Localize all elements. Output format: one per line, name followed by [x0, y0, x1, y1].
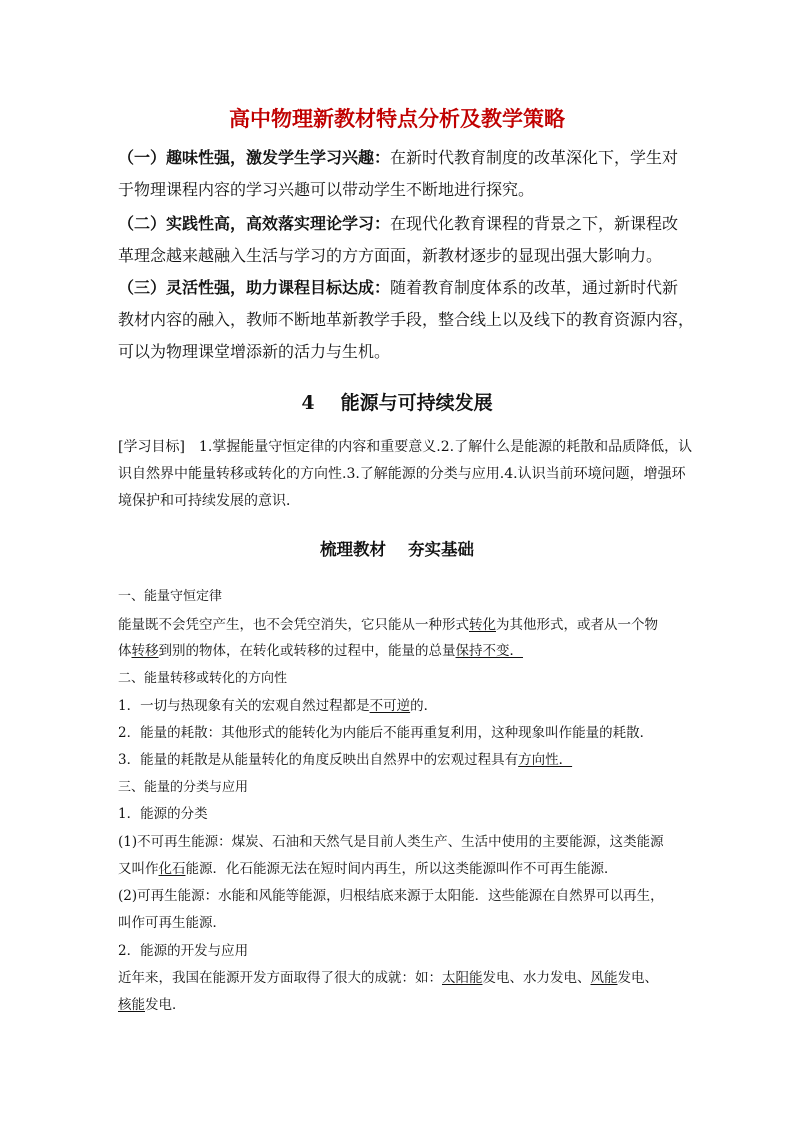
development-title: 2．能源的开发与应用	[118, 943, 249, 959]
development-line-1: 近年来，我国在能源开发方面取得了很大的成就：如：太阳能发电、水力发电、风能发电、	[118, 970, 658, 986]
blank-answer: 方向性．	[518, 752, 573, 768]
objectives-line: [学习目标] 1.掌握能量守恒定律的内容和重要意义.2.了解什么是能源的耗散和品质降低，认	[118, 439, 693, 455]
section-title: 能源与可持续发展	[340, 392, 493, 414]
direction-item-3: 3．能量的耗散是从能量转化的角度反映出自然界中的宏观过程具有方向性．	[118, 752, 573, 768]
heading-direction: 二、能量转移或转化的方向性	[118, 671, 288, 686]
renewable-line-2: 叫作可再生能源．	[118, 915, 226, 931]
intro-label-1: （一）趣味性强，激发学生学习兴趣：	[118, 148, 391, 167]
objectives-line: 境保护和可持续发展的意识．	[118, 493, 300, 509]
blank-answer: 转化	[469, 617, 496, 633]
page-title: 高中物理新教材特点分析及教学策略	[229, 107, 565, 131]
learning-objectives	[118, 434, 692, 515]
blank-answer: 太阳能	[442, 970, 483, 986]
section-number: 4	[301, 392, 315, 414]
section-heading	[0, 388, 794, 415]
blank-answer: 核能	[118, 997, 145, 1013]
blank-answer: 化石	[158, 861, 186, 877]
heading-energy-conservation: 一、能量守恒定律	[118, 589, 223, 604]
intro-paragraph-1	[118, 142, 678, 206]
subsection-part-2: 夯实基础	[408, 540, 474, 559]
intro-text: 在现代化教育课程的背景之下，新课程改	[390, 214, 679, 233]
classification-title: 1．能源的分类	[118, 806, 208, 822]
intro-label-2: （二）实践性高，高效落实理论学习：	[118, 214, 391, 233]
intro-text: 随着教育制度体系的改革，通过新时代新	[390, 278, 679, 297]
heading-classification: 三、能量的分类与应用	[118, 780, 249, 795]
intro-text: 革理念越来越融入生活与学习的方方面面，新教材逐步的显现出强大影响力。	[118, 246, 663, 265]
subsection-part-1: 梳理教材	[320, 540, 386, 559]
intro-text: 在新时代教育制度的改革深化下，学生对	[390, 148, 679, 167]
objectives-line: 识自然界中能量转移或转化的方向性.3.了解能源的分类与应用.4.认识当前环境问题，增强环	[118, 466, 686, 482]
blank-answer: 转移	[131, 643, 159, 659]
development-line-2: 核能发电．	[118, 997, 186, 1013]
renewable-line-1: (2)可再生能源：水能和风能等能源，归根结底来源于太阳能．这些能源在自然界可以再生，	[118, 888, 664, 904]
nonrenewable-line-2: 又叫作化石能源．化石能源无法在短时间内再生，所以这类能源叫作不可再生能源．	[118, 861, 618, 877]
intro-paragraph-3	[118, 272, 694, 368]
blank-answer: 保持不变．	[455, 643, 523, 659]
intro-paragraph-2	[118, 208, 678, 272]
blank-answer: 不可逆	[369, 698, 411, 714]
direction-item-2: 2．能量的耗散：其他形式的能转化为内能后不能再重复利用，这种现象叫作能量的耗散．	[118, 725, 654, 741]
blank-answer: 风能	[590, 970, 618, 986]
intro-text: 于物理课程内容的学习兴趣可以带动学生不断地进行探究。	[118, 180, 535, 199]
direction-item-1: 1．一切与热现象有关的宏观自然过程都是不可逆的．	[118, 698, 438, 714]
nonrenewable-line-1: (1)不可再生能源：煤炭、石油和天然气是目前人类生产、生活中使用的主要能源，这类能源	[118, 834, 664, 850]
intro-text: 教材内容的融入，教师不断地革新教学手段，整合线上以及线下的教育资源内容，	[118, 310, 695, 329]
subsection-heading	[0, 536, 794, 560]
law-line-2: 体转移到别的物体，在转化或转移的过程中，能量的总量保持不变．	[118, 643, 523, 659]
intro-text: 可以为物理课堂增添新的活力与生机。	[118, 342, 391, 361]
intro-label-3: （三）灵活性强，助力课程目标达成：	[118, 278, 391, 297]
law-line-1: 能量既不会凭空产生，也不会凭空消失，它只能从一种形式转化为其他形式，或者从一个物	[118, 617, 658, 633]
